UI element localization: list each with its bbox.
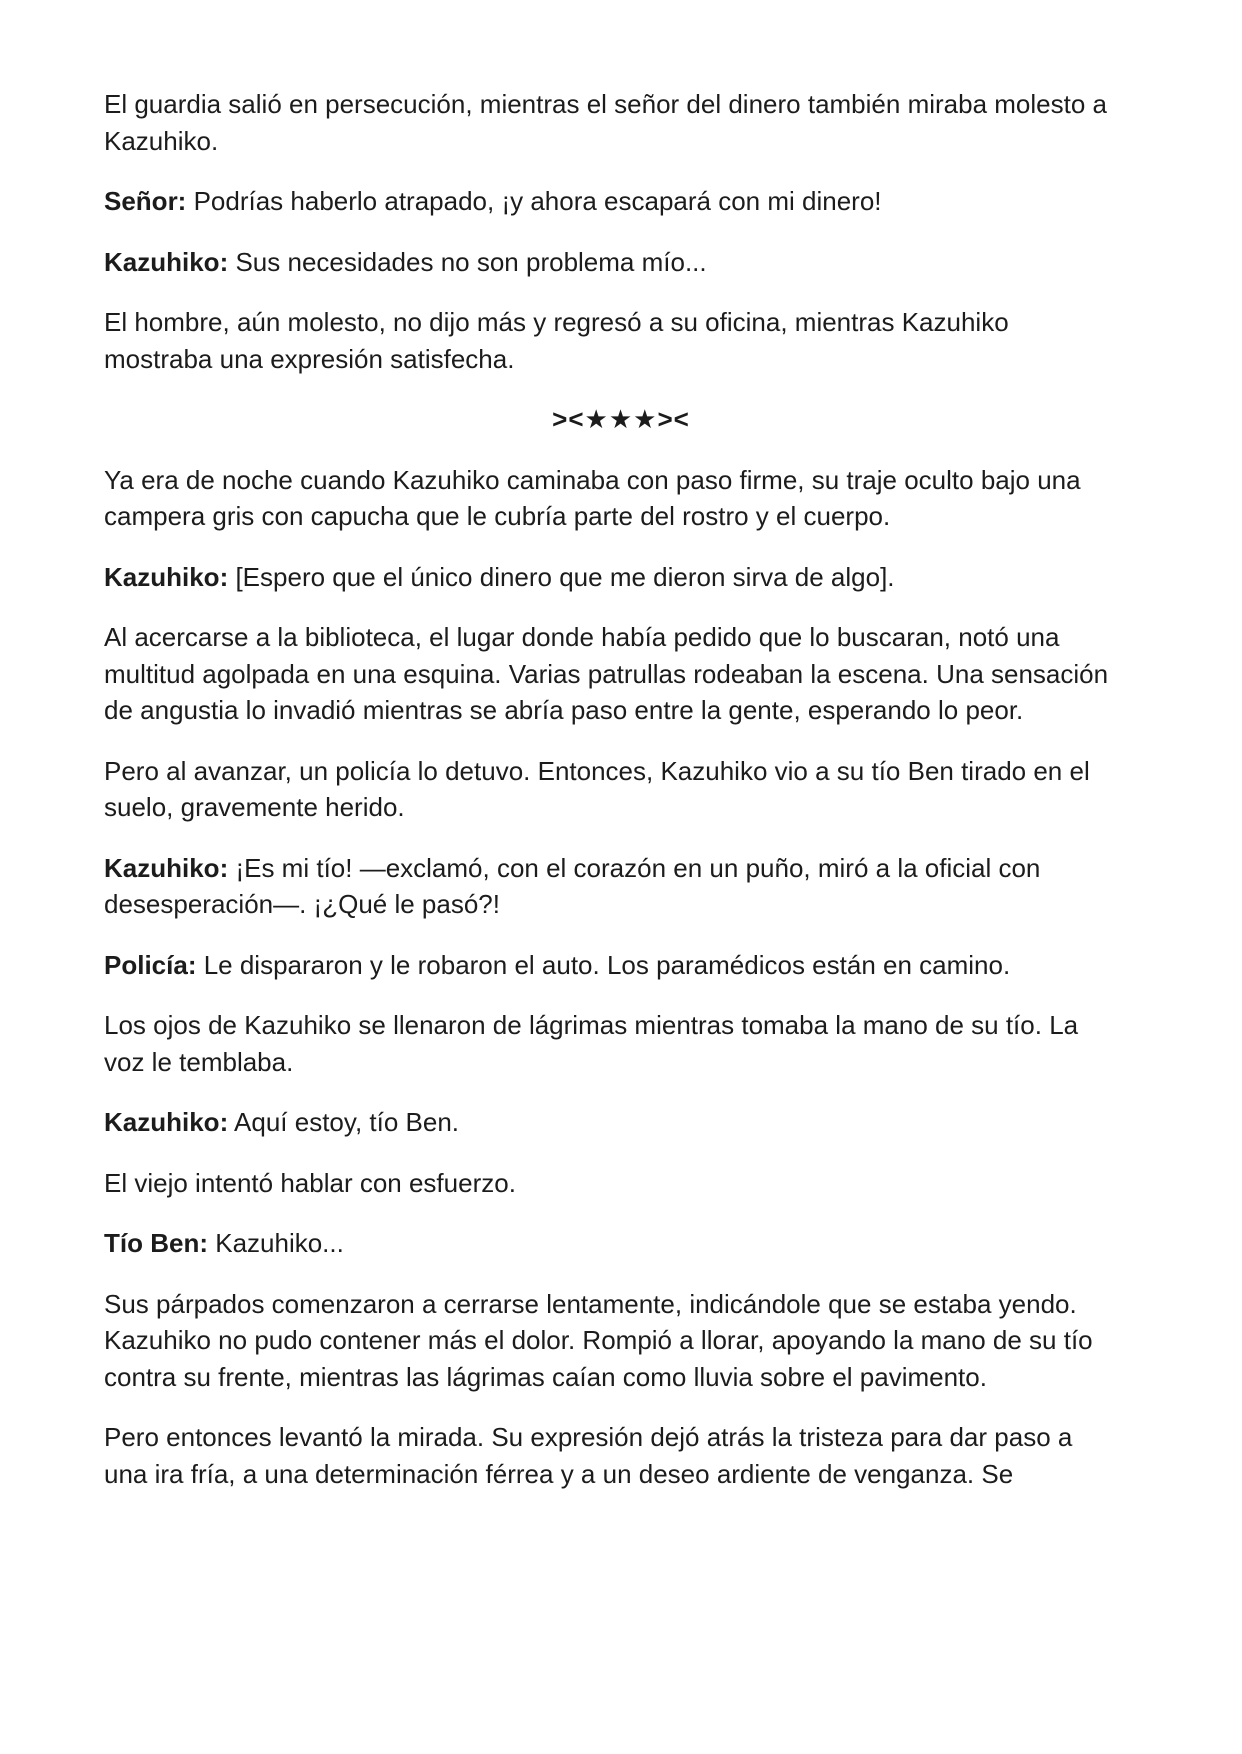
dialogue-text: Podrías haberlo atrapado, ¡y ahora escapará con mi dinero! bbox=[186, 186, 882, 216]
paragraph: El hombre, aún molesto, no dijo más y regresó a su oficina, mientras Kazuhiko mostraba una expresión satisfecha. bbox=[104, 307, 1009, 374]
paragraph: El viejo intentó hablar con esfuerzo. bbox=[104, 1167, 516, 1198]
paragraph: Ya era de noche cuando Kazuhiko caminaba con paso firme, su traje oculto bajo una campera gris con capucha que le cubría parte del rostro y el cuerpo. bbox=[104, 464, 1081, 531]
dialogue-line bbox=[104, 1104, 1112, 1141]
paragraph: Al acercarse a la biblioteca, el lugar donde había pedido que lo buscaran, notó una multitud agolpada en una esquina. Varias patrullas rodeaban la escena. Una sensación de angustia lo invadió mientras se abría paso entre la gente, esperando lo peor. bbox=[104, 622, 1109, 725]
dialogue-line bbox=[104, 244, 1112, 281]
dialogue-line bbox=[104, 947, 1112, 984]
paragraph: Los ojos de Kazuhiko se llenaron de lágrimas mientras tomaba la mano de su tío. La voz le temblaba. bbox=[104, 1010, 1079, 1077]
speaker-label: Kazuhiko: bbox=[104, 561, 229, 592]
dialogue-line bbox=[104, 559, 1112, 596]
dialogue-line bbox=[104, 850, 1112, 923]
speaker-label: Policía: bbox=[104, 949, 197, 980]
paragraph: Pero al avanzar, un policía lo detuvo. Entonces, Kazuhiko vio a su tío Ben tirado en el suelo, gravemente herido. bbox=[104, 755, 1090, 822]
speaker-label: Tío Ben: bbox=[104, 1228, 208, 1258]
dialogue-text: ¡Es mi tío! —exclamó, con el corazón en un puño, miró a la oficial con desesperación—. ¡¿Qué le pasó?! bbox=[104, 852, 1041, 919]
speaker-label: Señor: bbox=[104, 186, 187, 216]
dialogue-line bbox=[104, 1225, 1112, 1262]
dialogue-text: Le dispararon y le robaron el auto. Los paramédicos están en camino. bbox=[196, 949, 1011, 980]
dialogue-text: Aquí estoy, tío Ben. bbox=[228, 1107, 460, 1137]
dialogue-text: Sus necesidades no son problema mío... bbox=[228, 246, 707, 277]
speaker-label: Kazuhiko: bbox=[104, 852, 229, 883]
paragraph: Sus párpados comenzaron a cerrarse lentamente, indicándole que se estaba yendo. Kazuhiko no pudo contener más el dolor. Rompió a llorar, apoyando la mano de su tío contra su frente, mientras las lágrimas caían como lluvia sobre el pavimento. bbox=[104, 1288, 1093, 1392]
dialogue-text: [Espero que el único dinero que me dieron sirva de algo]. bbox=[228, 561, 895, 592]
speaker-label: Kazuhiko: bbox=[104, 246, 229, 277]
scene-separator: ><★★★>< bbox=[552, 404, 690, 434]
paragraph: Pero entonces levantó la mirada. Su expresión dejó atrás la tristeza para dar paso a una ira fría, a una determinación férrea y a un deseo ardiente de venganza. Se bbox=[104, 1422, 1073, 1489]
paragraph: El guardia salió en persecución, mientras el señor del dinero también miraba molesto a Kazuhiko. bbox=[104, 89, 1107, 156]
speaker-label: Kazuhiko: bbox=[104, 1107, 229, 1137]
dialogue-text: Kazuhiko... bbox=[208, 1228, 344, 1258]
dialogue-line bbox=[104, 183, 1112, 220]
